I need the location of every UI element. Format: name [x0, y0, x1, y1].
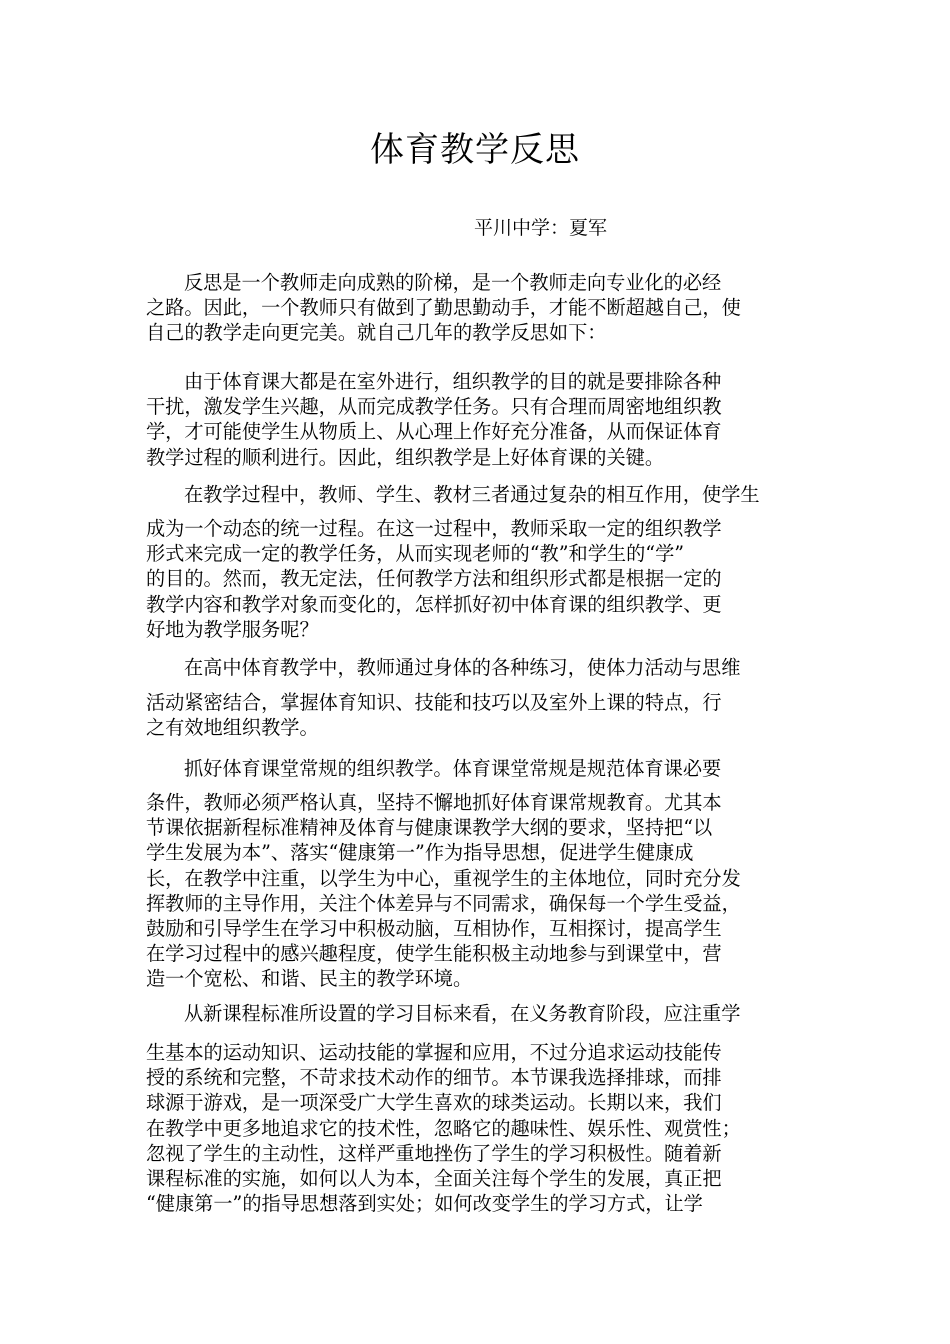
- text-line: 学，才可能使学生从物质上、从心理上作好充分准备，从而保证体育: [146, 420, 722, 444]
- paragraph: [146, 482, 812, 507]
- text-line: 在教学过程中，教师、学生、教材三者通过复杂的相互作用，使学生: [184, 483, 760, 506]
- paragraph: [146, 516, 812, 642]
- text-line: 节课依据新程标准精神及体育与健康课教学大纲的要求，坚持把“以: [146, 816, 713, 840]
- text-line: 的目的。然而，教无定法，任何教学方法和组织形式都是根据一定的: [146, 567, 722, 591]
- document-title: 体育教学反思: [370, 130, 580, 170]
- text-line: 自己的教学走向更完美。就自己几年的教学反思如下：: [146, 321, 607, 345]
- text-line: 活动紧密结合，掌握体育知识、技能和技巧以及室外上课的特点，行: [146, 691, 722, 714]
- text-line: 鼓励和引导学生在学习中积极动脑，互相协作，互相探讨，提高学生: [146, 916, 722, 940]
- text-line: 条件，教师必须严格认真，坚持不懈地抓好体育课常规教育。尤其本: [146, 791, 722, 814]
- paragraph: [146, 369, 812, 470]
- text-line: 抓好体育课堂常规的组织教学。体育课堂常规是规范体育课必要: [184, 757, 722, 780]
- text-line: 反思是一个教师走向成熟的阶梯，是一个教师走向专业化的必经: [184, 271, 722, 294]
- text-line: 挥教师的主导作用，关注个体差异与不同需求，确保每一个学生受益，: [146, 891, 741, 915]
- text-line: 形式来完成一定的教学任务，从而实现老师的“教”和学生的“学”: [146, 542, 685, 566]
- text-line: 教学内容和教学对象而变化的，怎样抓好初中体育课的组织教学、更: [146, 592, 722, 616]
- text-line: 授的系统和完整，不苛求技术动作的细节。本节课我选择排球，而排: [146, 1066, 722, 1090]
- text-line: 生基本的运动知识、运动技能的掌握和应用，不过分追求运动技能传: [146, 1041, 722, 1064]
- paragraph: [146, 1040, 812, 1216]
- text-line: 忽视了学生的主动性，这样严重地挫伤了学生的学习积极性。随着新: [146, 1141, 722, 1165]
- text-line: 在学习过程中的感兴趣程度，使学生能积极主动地参与到课堂中，营: [146, 942, 722, 966]
- paragraph: [146, 790, 812, 992]
- text-line: 好地为教学服务呢？: [146, 617, 319, 641]
- text-line: 学生发展为本”、落实“健康第一”作为指导思想，促进学生健康成: [146, 841, 694, 865]
- text-line: 从新课程标准所设置的学习目标来看，在义务教育阶段，应注重学: [184, 1002, 741, 1025]
- text-line: 造一个宽松、和谐、民主的教学环境。: [146, 967, 473, 991]
- paragraph: [146, 756, 812, 781]
- text-line: 由于体育课大都是在室外进行，组织教学的目的就是要排除各种: [184, 370, 722, 393]
- text-line: “健康第一”的指导思想落到实处；如何改变学生的学习方式，让学: [146, 1192, 703, 1216]
- author-line: 平川中学：夏军: [474, 217, 608, 239]
- paragraph: [146, 270, 812, 346]
- text-line: 成为一个动态的统一过程。在这一过程中，教师采取一定的组织教学: [146, 517, 722, 540]
- text-line: 教学过程的顺利进行。因此，组织教学是上好体育课的关键。: [146, 445, 665, 469]
- text-line: 干扰，激发学生兴趣，从而完成教学任务。只有合理而周密地组织教: [146, 395, 722, 419]
- text-line: 课程标准的实施，如何以人为本，全面关注每个学生的发展，真正把: [146, 1166, 722, 1190]
- paragraph: [146, 690, 812, 740]
- text-line: 球源于游戏，是一项深受广大学生喜欢的球类运动。长期以来，我们: [146, 1091, 722, 1115]
- text-line: 之有效地组织教学。: [146, 716, 319, 740]
- paragraph: [146, 655, 812, 680]
- text-line: 在教学中更多地追求它的技术性，忽略它的趣味性、娱乐性、观赏性；: [146, 1116, 741, 1140]
- text-line: 之路。因此，一个教师只有做到了勤思勤动手，才能不断超越自己，使: [146, 296, 741, 320]
- paragraph: [146, 1001, 812, 1026]
- text-line: 在高中体育教学中，教师通过身体的各种练习，使体力活动与思维: [184, 656, 741, 679]
- text-line: 长，在教学中注重，以学生为中心，重视学生的主体地位，同时充分发: [146, 866, 741, 890]
